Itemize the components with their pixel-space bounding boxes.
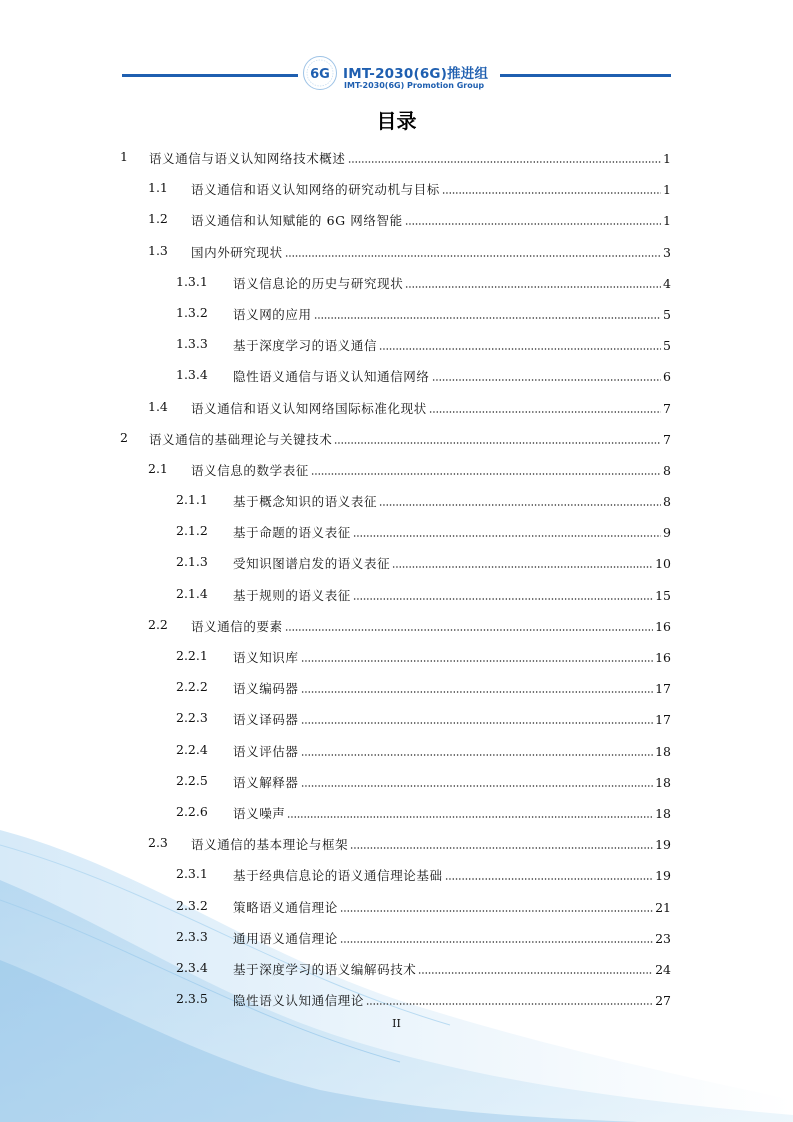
toc-entry-number: 2.2.6 bbox=[176, 803, 208, 819]
toc-entry-title: 隐性语义认知通信理论 bbox=[233, 993, 365, 1009]
toc-dot-leader bbox=[340, 941, 653, 943]
toc-entry-number: 1.1 bbox=[148, 180, 168, 196]
toc-entry-leader-line bbox=[233, 492, 671, 510]
toc-entry-page: 8 bbox=[663, 462, 671, 478]
toc-entry-page: 10 bbox=[655, 556, 671, 572]
toc-entry-number: 2.2 bbox=[148, 616, 168, 632]
toc-entry-leader-line bbox=[233, 710, 671, 728]
toc-entry-title: 语义通信和语义认知网络国际标准化现状 bbox=[191, 400, 427, 416]
toc-entry-page: 17 bbox=[655, 712, 671, 728]
toc-entry-leader-line bbox=[191, 617, 671, 635]
toc-dot-leader bbox=[285, 629, 653, 631]
toc-entry[interactable] bbox=[0, 235, 793, 266]
toc-entry-page: 18 bbox=[655, 774, 671, 790]
toc-entry-title: 基于命题的语义表征 bbox=[233, 525, 351, 541]
toc-entry-leader-line bbox=[233, 586, 671, 604]
toc-entry-leader-line bbox=[191, 211, 671, 229]
toc-entry[interactable] bbox=[0, 671, 793, 702]
toc-entry-page: 17 bbox=[655, 681, 671, 697]
toc-entry-leader-line bbox=[233, 773, 671, 791]
toc-dot-leader bbox=[301, 691, 654, 693]
toc-entry-page: 1 bbox=[663, 182, 671, 198]
toc-entry[interactable] bbox=[0, 328, 793, 359]
toc-entry-page: 18 bbox=[655, 743, 671, 759]
toc-entry-leader-line bbox=[149, 149, 671, 167]
toc-entry-leader-line bbox=[233, 336, 671, 354]
header-rule-left bbox=[122, 74, 298, 77]
toc-entry-number: 2.1.1 bbox=[176, 492, 208, 508]
toc-entry[interactable] bbox=[0, 765, 793, 796]
toc-entry-number: 2.3.2 bbox=[176, 897, 208, 913]
toc-dot-leader bbox=[285, 255, 661, 257]
toc-entry-title: 语义通信的基本理论与框架 bbox=[191, 837, 349, 853]
toc-entry-number: 1.3.1 bbox=[176, 273, 208, 289]
toc-dot-leader bbox=[405, 286, 661, 288]
toc-entry-number: 2.1.3 bbox=[176, 554, 208, 570]
toc-entry-number: 1.3 bbox=[148, 242, 168, 258]
toc-dot-leader bbox=[353, 535, 661, 537]
toc-entry-page: 24 bbox=[655, 961, 671, 977]
toc-entry-number: 2.3 bbox=[148, 835, 168, 851]
toc-entry[interactable] bbox=[0, 609, 793, 640]
toc-entry-title: 隐性语义通信与语义认知通信网络 bbox=[233, 369, 430, 385]
toc-entry-number: 2.1.2 bbox=[176, 523, 208, 539]
toc-entry-title: 语义译码器 bbox=[233, 712, 299, 728]
toc-entry-page: 27 bbox=[655, 993, 671, 1009]
toc-dot-leader bbox=[353, 598, 653, 600]
toc-entry-title: 语义解释器 bbox=[233, 774, 299, 790]
toc-entry-title: 语义通信和语义认知网络的研究动机与目标 bbox=[191, 182, 440, 198]
toc-entry-page: 15 bbox=[655, 587, 671, 603]
toc-entry-page: 7 bbox=[663, 431, 671, 447]
toc-entry-leader-line bbox=[191, 180, 671, 198]
toc-entry[interactable] bbox=[0, 952, 793, 983]
toc-entry-leader-line bbox=[233, 929, 671, 947]
toc-entry-leader-line bbox=[233, 742, 671, 760]
toc-entry-leader-line bbox=[233, 804, 671, 822]
toc-entry-title: 策略语义通信理论 bbox=[233, 899, 338, 915]
toc-entry-leader-line bbox=[233, 991, 671, 1009]
toc-entry-number: 2.3.3 bbox=[176, 928, 208, 944]
toc-entry-page: 3 bbox=[663, 244, 671, 260]
toc-entry-page: 19 bbox=[655, 837, 671, 853]
header-rule-right bbox=[500, 74, 671, 77]
toc-dot-leader bbox=[334, 442, 661, 444]
toc-dot-leader bbox=[287, 816, 653, 818]
logo-text: 6G bbox=[310, 67, 330, 82]
toc-entry-number: 1 bbox=[120, 149, 128, 164]
toc-entry-title: 语义信息论的历史与研究现状 bbox=[233, 275, 404, 291]
toc-entry[interactable] bbox=[0, 546, 793, 577]
toc-entry-leader-line bbox=[233, 679, 671, 697]
toc-entry[interactable] bbox=[0, 297, 793, 328]
toc-entry-leader-line bbox=[191, 835, 671, 853]
toc-entry-title: 基于深度学习的语义通信 bbox=[233, 338, 378, 354]
toc-entry-number: 1.3.4 bbox=[176, 367, 208, 383]
table-of-contents bbox=[0, 141, 793, 1014]
toc-dot-leader bbox=[405, 223, 661, 225]
toc-entry[interactable] bbox=[0, 640, 793, 671]
toc-entry-title: 语义网的应用 bbox=[233, 306, 312, 322]
page-title: 目录 bbox=[376, 109, 417, 133]
toc-entry-number: 2.1 bbox=[148, 460, 168, 476]
toc-entry-number: 2.2.4 bbox=[176, 741, 208, 757]
toc-entry-title: 语义编码器 bbox=[233, 681, 299, 697]
toc-entry[interactable] bbox=[0, 578, 793, 609]
toc-entry-leader-line bbox=[233, 898, 671, 916]
toc-entry-leader-line bbox=[233, 554, 671, 572]
toc-entry-page: 7 bbox=[663, 400, 671, 416]
toc-entry[interactable] bbox=[0, 796, 793, 827]
toc-dot-leader bbox=[301, 754, 654, 756]
toc-entry-title: 语义信息的数学表征 bbox=[191, 462, 309, 478]
brand-name: IMT-2030(6G)推进组 bbox=[343, 66, 489, 82]
toc-entry-leader-line bbox=[233, 523, 671, 541]
toc-entry-title: 受知识图谱启发的语义表征 bbox=[233, 556, 391, 572]
toc-dot-leader bbox=[340, 910, 653, 912]
toc-entry-page: 23 bbox=[655, 930, 671, 946]
toc-dot-leader bbox=[418, 972, 653, 974]
toc-entry-title: 基于规则的语义表征 bbox=[233, 587, 351, 603]
toc-entry-page: 5 bbox=[663, 338, 671, 354]
toc-entry-title: 通用语义通信理论 bbox=[233, 930, 338, 946]
toc-entry-leader-line bbox=[233, 866, 671, 884]
toc-entry-leader-line bbox=[191, 461, 671, 479]
toc-entry-page: 18 bbox=[655, 805, 671, 821]
toc-dot-leader bbox=[445, 878, 653, 880]
toc-entry-leader-line bbox=[233, 648, 671, 666]
toc-entry-number: 2.2.2 bbox=[176, 679, 208, 695]
toc-entry-number: 2.3.5 bbox=[176, 991, 208, 1007]
toc-entry-page: 9 bbox=[663, 525, 671, 541]
toc-entry-page: 19 bbox=[655, 868, 671, 884]
toc-entry-number: 1.3.3 bbox=[176, 336, 208, 352]
toc-dot-leader bbox=[379, 504, 661, 506]
toc-entry-page: 8 bbox=[663, 494, 671, 510]
toc-entry-title: 语义评估器 bbox=[233, 743, 299, 759]
toc-entry[interactable] bbox=[0, 266, 793, 297]
toc-entry-title: 基于经典信息论的语义通信理论基础 bbox=[233, 868, 443, 884]
toc-entry[interactable] bbox=[0, 391, 793, 422]
toc-dot-leader bbox=[366, 1003, 653, 1005]
toc-entry-title: 语义通信的基础理论与关键技术 bbox=[149, 431, 333, 447]
toc-entry-leader-line bbox=[191, 243, 671, 261]
toc-dot-leader bbox=[429, 411, 661, 413]
toc-entry-page: 1 bbox=[663, 213, 671, 229]
toc-entry-number: 2.2.1 bbox=[176, 648, 208, 663]
toc-entry-leader-line bbox=[233, 274, 671, 292]
toc-dot-leader bbox=[432, 379, 662, 381]
brand-subtitle: IMT-2030(6G) Promotion Group bbox=[344, 81, 485, 90]
toc-entry[interactable] bbox=[0, 702, 793, 733]
toc-dot-leader bbox=[301, 722, 654, 724]
toc-entry-page: 16 bbox=[655, 618, 671, 634]
toc-entry-number: 1.4 bbox=[148, 398, 168, 414]
toc-entry[interactable] bbox=[0, 827, 793, 858]
toc-entry-title: 语义通信的要素 bbox=[191, 618, 283, 634]
toc-entry-title: 语义通信与语义认知网络技术概述 bbox=[149, 151, 346, 166]
toc-entry-number: 2 bbox=[120, 429, 128, 445]
toc-entry[interactable] bbox=[0, 515, 793, 546]
toc-dot-leader bbox=[379, 348, 661, 350]
page-number: II bbox=[392, 1017, 401, 1030]
toc-dot-leader bbox=[301, 785, 654, 787]
toc-dot-leader bbox=[311, 473, 661, 475]
imt-2030-logo-icon bbox=[302, 55, 338, 91]
toc-entry-title: 语义通信和认知赋能的 6G 网络智能 bbox=[191, 213, 403, 229]
toc-entry-number: 2.3.1 bbox=[176, 866, 208, 882]
toc-entry[interactable] bbox=[0, 983, 793, 1014]
toc-entry[interactable] bbox=[0, 172, 793, 203]
toc-entry[interactable] bbox=[0, 453, 793, 484]
toc-entry-page: 6 bbox=[663, 369, 671, 385]
toc-entry[interactable] bbox=[0, 890, 793, 921]
toc-entry-number: 2.2.5 bbox=[176, 772, 208, 788]
toc-entry-number: 2.2.3 bbox=[176, 710, 208, 726]
toc-dot-leader bbox=[314, 317, 661, 319]
toc-entry-leader-line bbox=[149, 430, 671, 448]
toc-entry[interactable] bbox=[0, 484, 793, 515]
toc-entry-page: 16 bbox=[655, 650, 671, 665]
toc-entry-title: 基于概念知识的语义表征 bbox=[233, 494, 378, 510]
toc-dot-leader bbox=[442, 192, 661, 194]
toc-entry[interactable] bbox=[0, 422, 793, 453]
toc-entry-leader-line bbox=[233, 960, 671, 978]
toc-entry-title: 语义噪声 bbox=[233, 805, 286, 821]
toc-entry-page: 1 bbox=[663, 151, 671, 166]
toc-entry-title: 语义知识库 bbox=[233, 650, 299, 665]
toc-entry-title: 基于深度学习的语义编解码技术 bbox=[233, 961, 417, 977]
page-header bbox=[0, 52, 793, 100]
toc-entry[interactable] bbox=[0, 858, 793, 889]
toc-entry[interactable] bbox=[0, 203, 793, 234]
toc-entry[interactable] bbox=[0, 359, 793, 390]
toc-dot-leader bbox=[301, 660, 654, 662]
toc-entry-page: 5 bbox=[663, 306, 671, 322]
toc-entry-number: 1.2 bbox=[148, 211, 168, 227]
toc-dot-leader bbox=[348, 161, 662, 163]
toc-dot-leader bbox=[392, 566, 653, 568]
toc-entry-leader-line bbox=[233, 367, 671, 385]
toc-entry-leader-line bbox=[233, 305, 671, 323]
toc-entry[interactable] bbox=[0, 141, 793, 172]
toc-entry-page: 21 bbox=[655, 899, 671, 915]
toc-entry-number: 1.3.2 bbox=[176, 304, 208, 320]
toc-entry-title: 国内外研究现状 bbox=[191, 244, 283, 260]
toc-entry[interactable] bbox=[0, 734, 793, 765]
toc-dot-leader bbox=[350, 847, 653, 849]
toc-entry-number: 2.3.4 bbox=[176, 959, 208, 975]
toc-entry-leader-line bbox=[191, 399, 671, 417]
toc-entry-number: 2.1.4 bbox=[176, 585, 208, 601]
toc-entry-page: 4 bbox=[663, 275, 671, 291]
toc-entry[interactable] bbox=[0, 921, 793, 952]
